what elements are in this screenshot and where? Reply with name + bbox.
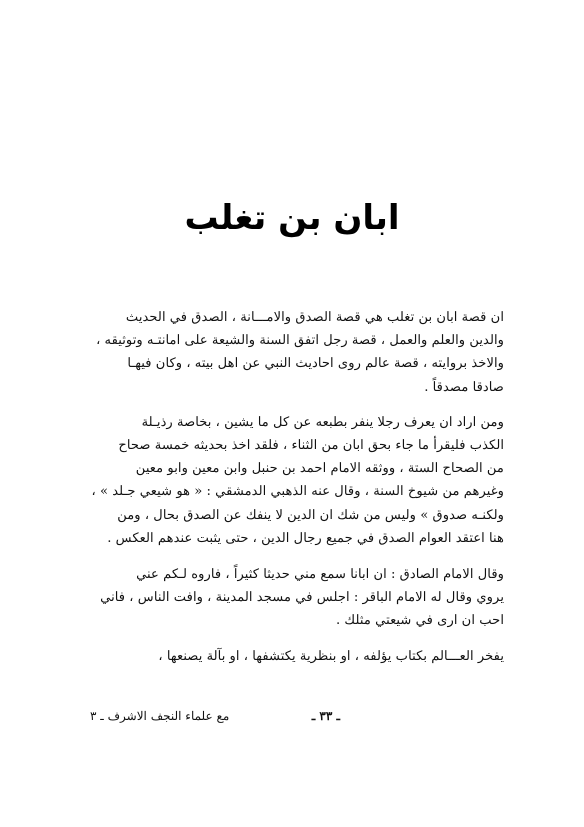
paragraph-4 <box>90 645 504 668</box>
text-line: يروي وقال له الامام الباقر : اجلس في مسجد المدينة ، وافت الناس ، فاني <box>100 590 504 606</box>
text-line: والاخذ بروايته ، قصة عالم روى احاديث النبي عن اهل بيته ، وكان فيهـا <box>127 356 504 372</box>
page-footer <box>90 706 504 726</box>
paragraph-1 <box>90 306 504 399</box>
text-line: وقال الامام الصادق : ان ابانا سمع مني حديثا كثيراً ، فاروه لـكم عني <box>136 567 504 583</box>
text-line: يفخر العـــالم بكتاب يؤلفه ، او بنظرية يكتشفها ، او بآلة يصنعها ، <box>158 648 504 664</box>
text-line: صادقا مصدقاً . <box>424 379 504 395</box>
text-line: وغيرهم من شيوخ السنة ، وقال عنه الذهبي الدمشقي : « هو شيعي جـلد » ، <box>91 484 504 500</box>
text-line: والدين والعلم والعمل ، قصة رجل اتفق السنة والشيعة على امانتـه وتوثيقه ، <box>96 333 504 349</box>
text-line: الكذب فليقرأ ما جاء بحق ابان من الثناء ، فلقد اخذ بحديثه خمسة صحاح <box>118 438 504 454</box>
text-line: ومن اراد ان يعرف رجلا ينفر بطبعه عن كل ما يشين ، بخاصة رذيـلة <box>141 414 504 430</box>
text-line: هنا اعتقد العوام الصدق في جميع رجال الدين ، حتى يثبت عندهم العكس . <box>107 530 504 546</box>
text-line: ولكنـه صدوق » وليس من شك ان الدين لا ينفك عن الصدق بحال ، ومن <box>117 507 504 523</box>
text-line: احب ان ارى في شيعتي مثلك . <box>336 613 504 629</box>
body-text <box>90 306 504 668</box>
text-line: ان قصة ابان بن تغلب هي قصة الصدق والامـــانة ، الصدق في الحديث <box>125 310 504 325</box>
series-title: مع علماء النجف الاشرف ـ ٣ <box>90 709 230 723</box>
text-line: من الصحاح الستة ، ووثقه الامام احمد بن حنبل وابن معين وابو معين <box>135 461 504 477</box>
paragraph-2 <box>90 411 504 550</box>
page-title: ابان بن تغلب <box>184 198 400 238</box>
paragraph-3 <box>90 563 504 633</box>
page-number: ـ ٣٣ ـ <box>311 709 340 723</box>
